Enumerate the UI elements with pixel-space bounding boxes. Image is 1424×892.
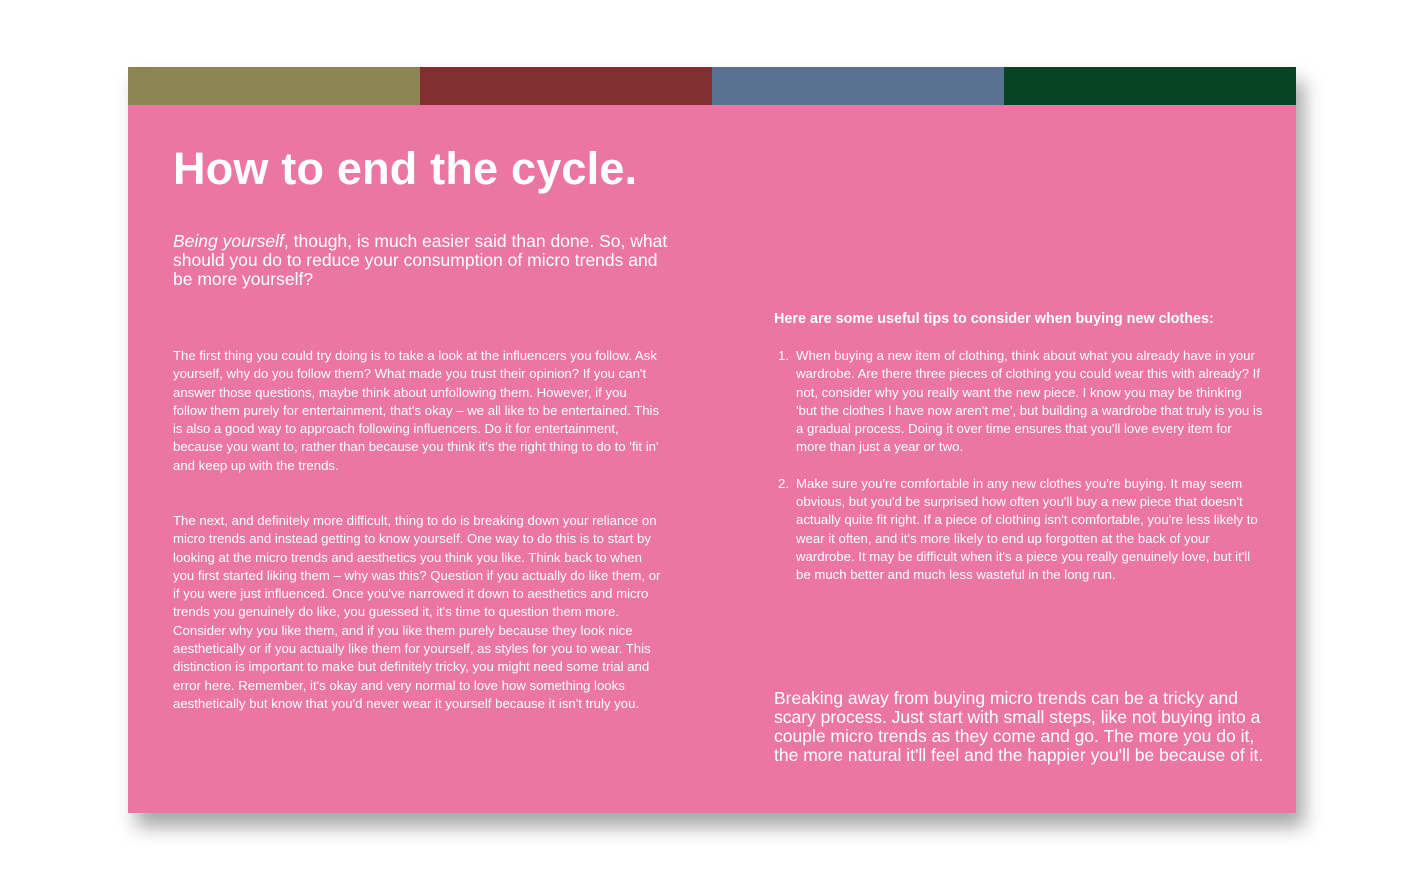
body-paragraph-influencers: The first thing you could try doing is to take a look at the influencers you follow. Ask yourself, why do you follow them? What made you trust their opinion? If you can't answer those questions, maybe think about unfollowing them. However, if you follow them purely for entertainment, that's okay – we all like to be entertained. This is also a good way to approach following influencers. Do it for entertainment, because you want to, rather than because you think it's the right thing to do to 'fit in' and keep up with the trends. [173, 348, 660, 473]
tip-number: 2. [778, 475, 789, 491]
tip-number: 1. [778, 348, 789, 363]
tip-item-2 [774, 475, 1264, 585]
page-title: How to end the cycle. [173, 143, 638, 194]
tips-list [774, 347, 1264, 603]
intro-text: , though, is much easier said than done. So, what should you do to reduce your consumption of micro trends and be more yourself? [173, 231, 668, 289]
swatch-olive [128, 67, 420, 105]
magazine-spread [128, 67, 1296, 813]
body-paragraph-micro-trends: The next, and definitely more difficult, thing to do is breaking down your reliance on micro trends and instead getting to know yourself. One way to do this is to start by looking at the micro trends and aesthetics you think you like. Think back to when you first started liking them – why was this? Question if you actually do like them, or if you were just influenced. Once you've narrowed it down to aesthetics and micro trends you genuinely do like, you guessed it, it's time to question them more. Consider why you like them, and if you like them purely because they look nice aesthetically or if you actually like them for yourself, as styles for you to wear. This distinction is important to make but definitely tricky, you might need some trial and error here. Remember, it's okay and very normal to love how something looks aesthetically but know that you'd never wear it yourself because it isn't truly you. [173, 513, 661, 711]
color-swatch-bar [128, 67, 1296, 105]
intro-emphasis: Being yourself [173, 231, 284, 251]
tip-text: Make sure you're comfortable in any new clothes you're buying. It may seem obvious, but you'd be surprised how often you'll buy a new piece that doesn't actually quite fit right. If a piece of clothing isn't comfortable, you're less likely to wear it often, and it's more likely to end up forgotten at the back of your wardrobe. It may be difficult when it's a piece you really genuinely love, but it'll be much better and much less wasteful in the long run. [796, 475, 1258, 583]
closing-paragraph: Breaking away from buying micro trends can be a tricky and scary process. Just start with small steps, like not buying into a couple micro trends as they come and go. The more you do it, the more natural it'll feel and the happier you'll be because of it. [774, 688, 1264, 765]
tips-heading: Here are some useful tips to consider when buying new clothes: [774, 311, 1214, 327]
tip-item-1 [774, 347, 1264, 457]
swatch-maroon [420, 67, 712, 105]
swatch-forest-green [1004, 67, 1296, 105]
swatch-slate-blue [712, 67, 1004, 105]
tip-text: When buying a new item of clothing, think about what you already have in your wardrobe. Are there three pieces of clothing you could wear this with already? If not, consider why you really want the new piece. I know you may be thinking 'but the clothes I have now aren't me', but building a wardrobe that truly is you is a gradual process. Doing it over time ensures that you'll love every item for more than just a year or two. [796, 348, 1263, 455]
intro-paragraph [173, 232, 673, 289]
